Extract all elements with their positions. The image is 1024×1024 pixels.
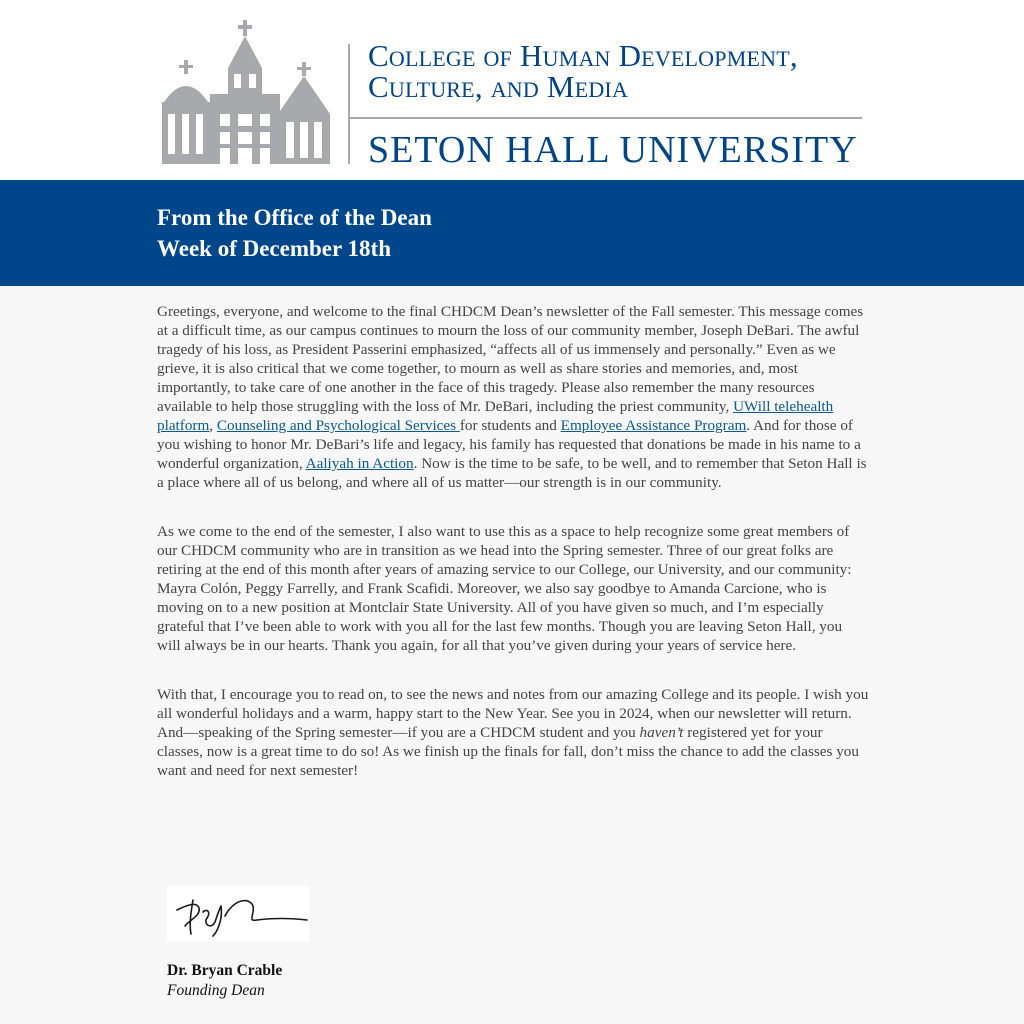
college-name-line2: Culture, and Media — [368, 69, 629, 104]
university-building-icon — [160, 18, 332, 166]
banner-title — [157, 202, 432, 264]
university-name: SETON HALL UNIVERSITY — [368, 129, 858, 171]
dean-banner — [0, 180, 1024, 286]
header — [0, 0, 1024, 180]
banner-line2: Week of December 18th — [157, 236, 391, 261]
college-name-line1: College of Human Development, — [368, 38, 798, 73]
handwritten-signature-icon — [167, 886, 309, 942]
uwill-link[interactable]: UWill telehealth platform — [157, 398, 834, 434]
paragraph-text: , — [209, 417, 217, 434]
paragraph-text: registered yet for your classes, now is a great time to do so! As we finish up the finals for fall, don’t miss the chance to add the classes you want and need for next semester! — [157, 724, 859, 779]
logo-divider-vertical — [348, 44, 350, 164]
signer-name: Dr. Bryan Crable — [167, 962, 283, 979]
paragraph-greeting — [157, 302, 869, 492]
aaliyah-in-action-link[interactable]: Aaliyah in Action — [305, 455, 414, 472]
paragraph-text: With that, I encourage you to read on, to see the news and notes from our amazing College and its people. I wish you all wonderful holidays and a warm, happy start to the New Year. See you in 2024, when our newsletter will return. And—speaking of the Spring semester—if you are a CHDCM student and you — [157, 686, 869, 741]
counseling-link[interactable]: Counseling and Psychological Services — [216, 417, 460, 434]
emphasis-text: haven’t — [639, 724, 684, 741]
paragraph-closing — [157, 685, 869, 780]
paragraph-text: . And for those of you wishing to honor Mr. DeBari’s life and legacy, his family has requested that donations be made in his name to a wonderful organization, — [157, 417, 861, 472]
signer-title: Founding Dean — [167, 982, 265, 999]
logo-divider-horizontal — [350, 117, 862, 119]
paragraph-text: . Now is the time to be safe, to be well, and to remember that Seton Hall is a place where all of us belong, and where all of us matter—our strength is in our community. — [157, 455, 867, 491]
paragraph-text: for students and — [459, 417, 561, 434]
college-name — [368, 40, 888, 102]
employee-assistance-link[interactable]: Employee Assistance Program — [560, 417, 747, 434]
banner-line1: From the Office of the Dean — [157, 205, 432, 230]
paragraph-transitions: As we come to the end of the semester, I also want to use this as a space to help recognize some great members of our CHDCM community who are in transition as we head into the Spring semester. Three of our great folks are retiring at the end of this month after years of amazing service to our College, our University, and our community: Mayra Colón, Peggy Farrelly, and Frank Scafidi. Moreover, we also say goodbye to Amanda Carcione, who is moving on to a new position at Montclair State University. All of you have given so much, and I’m especially grateful that I’ve been able to work with you all for the last few months. Though you are leaving Seton Hall, you will always be in our hearts. Thank you again, for all that you’ve given during your years of service here. — [157, 523, 852, 654]
paragraph-text: Greetings, everyone, and welcome to the final CHDCM Dean’s newsletter of the Fall semester. This message comes at a difficult time, as our campus continues to mourn the loss of our community member, Joseph DeBari. The awful tragedy of his loss, as President Passerini emphasized, “affects all of us immensely and personally.” Even as we grieve, it is also critical that we come together, to mourn as well as share stories and memories, and, most importantly, to take care of one another in the face of this tragedy. Please also remember the many resources available to help those struggling with the loss of Mr. DeBari, including the priest community, — [157, 303, 864, 415]
newsletter-body — [157, 302, 869, 780]
